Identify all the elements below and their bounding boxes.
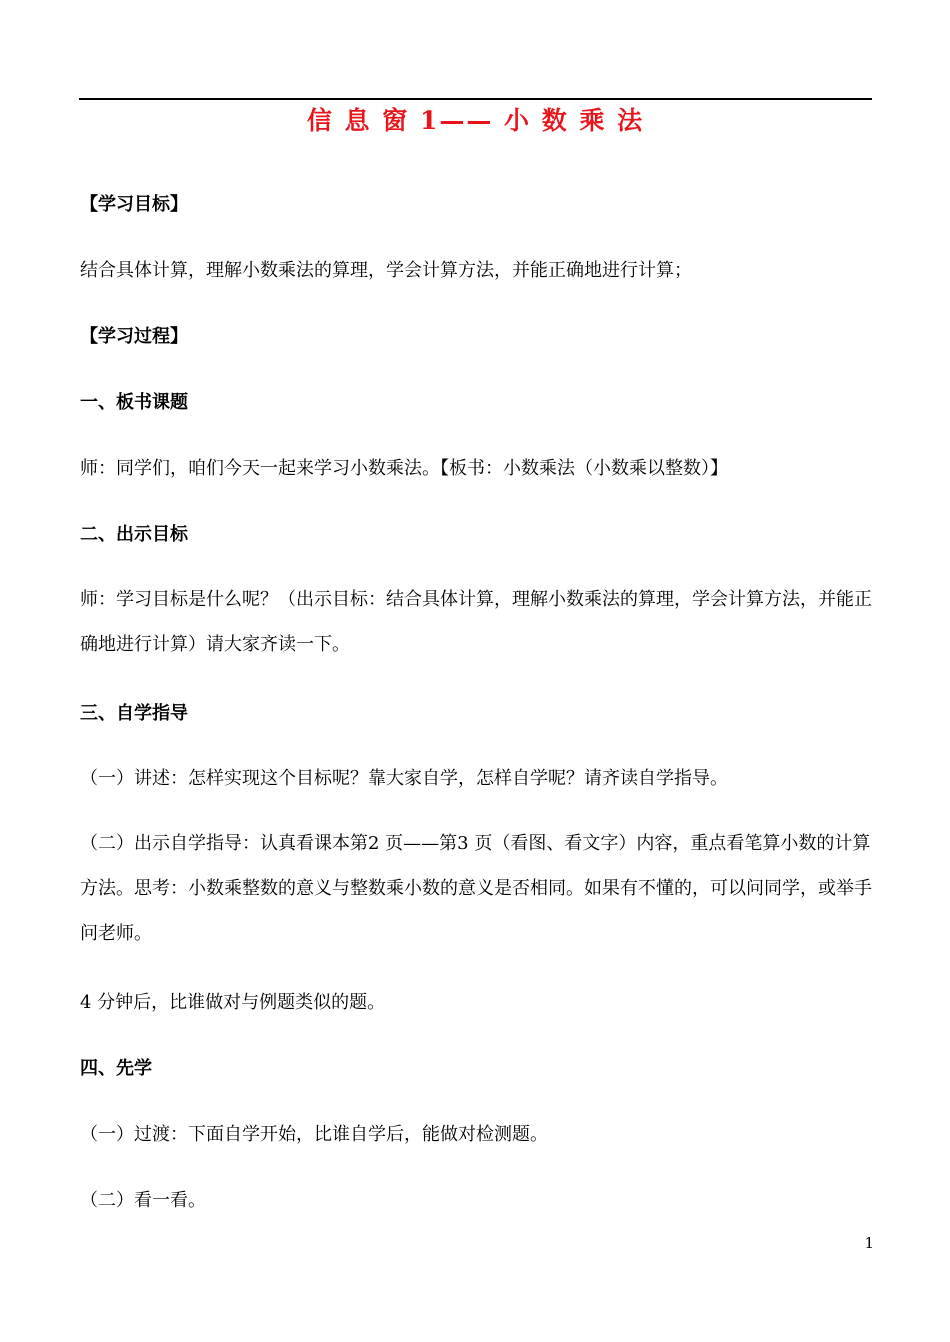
section4-item2: （二）看一看。	[80, 1190, 206, 1211]
section3-item1: （一）讲述：怎样实现这个目标呢？靠大家自学，怎样自学呢？请齐读自学指导。	[80, 768, 728, 789]
heading-learning-process: 【学习过程】	[80, 326, 188, 347]
section2-paragraph: 师：学习目标是什么呢？（出示目标：结合具体计算，理解小数乘法的算理，学会计算方法，并能正确地进行计算）请大家齐读一下。	[80, 589, 872, 655]
document-title: 信 息 窗 1—— 小 数 乘 法	[306, 106, 645, 135]
heading-learning-goals: 【学习目标】	[80, 194, 188, 215]
section1-heading: 一、板书课题	[80, 392, 188, 413]
section2-heading: 二、出示目标	[80, 524, 188, 545]
section3-heading: 三、自学指导	[80, 703, 188, 724]
section3-item2: （二）出示自学指导：认真看课本第2 页——第3 页（看图、看文字）内容，重点看笔算小数的计算方法。思考：小数乘整数的意义与整数乘小数的意义是否相同。如果有不懂的，可以问同学，或举手问老师。	[80, 833, 872, 944]
section1-paragraph: 师：同学们，咱们今天一起来学习小数乘法。【板书：小数乘法（小数乘以整数）】	[80, 458, 728, 479]
header-rule	[79, 98, 872, 100]
section3-note: 4 分钟后，比谁做对与例题类似的题。	[80, 992, 386, 1013]
section4-item1: （一）过渡：下面自学开始，比谁自学后，能做对检测题。	[80, 1124, 548, 1145]
goals-paragraph: 结合具体计算，理解小数乘法的算理，学会计算方法，并能正确地进行计算；	[80, 260, 692, 281]
section4-heading: 四、先学	[80, 1058, 152, 1079]
page-number: 1	[864, 1234, 874, 1252]
